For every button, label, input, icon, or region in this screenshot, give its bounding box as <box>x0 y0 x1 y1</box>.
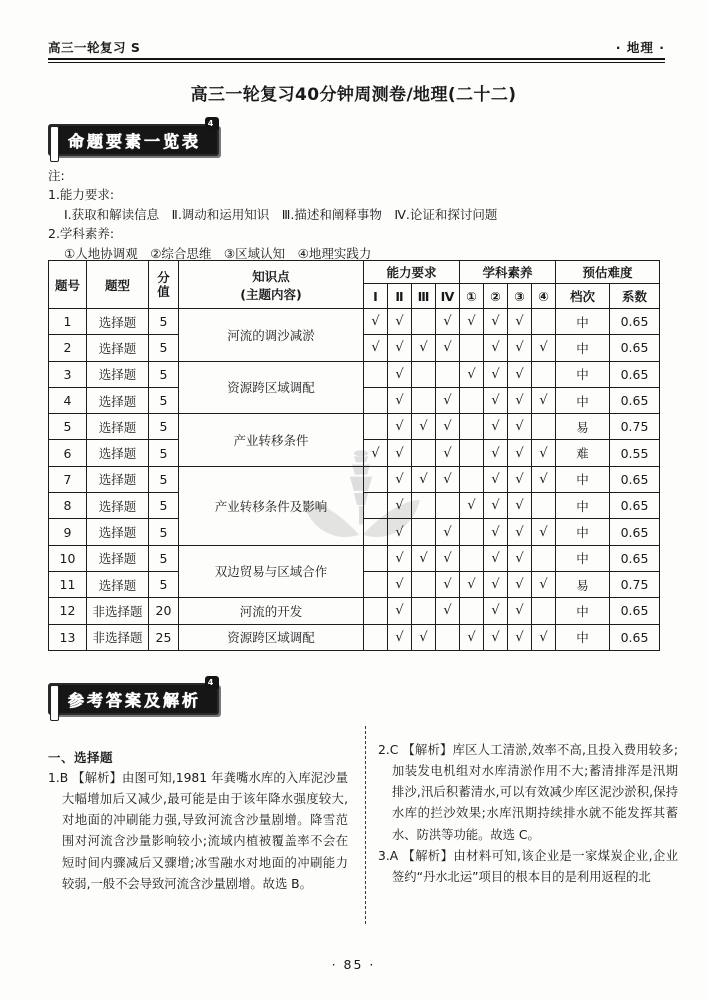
cell-ability-4: √ <box>436 571 460 597</box>
cell-literacy-1: √ <box>460 493 484 519</box>
th-knowledge <box>179 261 364 309</box>
cell-coefficient: 0.75 <box>610 571 660 597</box>
cell-literacy-2: √ <box>484 309 508 335</box>
cell-knowledge-point: 河流的调沙减淤 <box>179 309 364 362</box>
cell-literacy-4: √ <box>532 440 556 466</box>
th-grade: 档次 <box>556 284 610 309</box>
cell-ability-2: √ <box>388 440 412 466</box>
th-ability-1: Ⅰ <box>364 284 388 309</box>
cell-question-type: 非选择题 <box>87 624 149 650</box>
header-rule <box>48 58 665 63</box>
cell-question-type: 选择题 <box>87 493 149 519</box>
cell-knowledge-point: 河流的开发 <box>179 598 364 624</box>
cell-literacy-2: √ <box>484 440 508 466</box>
cell-ability-1 <box>364 545 388 571</box>
cell-ability-1 <box>364 493 388 519</box>
banner-corner-mark-2: 4 <box>205 676 219 689</box>
cell-question-no: 8 <box>49 493 87 519</box>
th-literacy-2: ② <box>484 284 508 309</box>
table-row <box>49 361 660 387</box>
cell-ability-4: √ <box>436 545 460 571</box>
running-head-right: · 地理 · <box>615 40 665 55</box>
cell-literacy-2: √ <box>484 414 508 440</box>
cell-literacy-2: √ <box>484 466 508 492</box>
cell-ability-3 <box>412 493 436 519</box>
cell-question-type: 选择题 <box>87 309 149 335</box>
cell-ability-1: √ <box>364 440 388 466</box>
notes-line2-title: 2.学科素养: <box>48 226 115 242</box>
th-knowledge-sub: (主题内容) <box>240 286 302 302</box>
cell-literacy-4 <box>532 598 556 624</box>
cell-grade: 中 <box>556 519 610 545</box>
cell-literacy-3: √ <box>508 361 532 387</box>
cell-coefficient: 0.65 <box>610 309 660 335</box>
th-ability-3: Ⅲ <box>412 284 436 309</box>
cell-ability-4: √ <box>436 335 460 361</box>
cell-score: 5 <box>149 493 179 519</box>
cell-ability-2: √ <box>388 414 412 440</box>
cell-literacy-3: √ <box>508 545 532 571</box>
th-literacy-group: 学科素养 <box>460 261 556 284</box>
cell-question-no: 3 <box>49 361 87 387</box>
cell-coefficient: 0.75 <box>610 414 660 440</box>
cell-literacy-2: √ <box>484 493 508 519</box>
elements-table <box>48 260 660 651</box>
cell-coefficient: 0.65 <box>610 545 660 571</box>
cell-coefficient: 0.65 <box>610 466 660 492</box>
cell-literacy-4: √ <box>532 519 556 545</box>
cell-score: 5 <box>149 414 179 440</box>
cell-ability-3: √ <box>412 624 436 650</box>
cell-ability-4 <box>436 624 460 650</box>
cell-ability-1: √ <box>364 335 388 361</box>
cell-score: 20 <box>149 598 179 624</box>
banner-label-2: 参考答案及解析 <box>68 690 202 710</box>
cell-ability-3 <box>412 309 436 335</box>
table-head <box>49 261 660 309</box>
notes-line1-title: 1.能力要求: <box>48 187 115 203</box>
cell-ability-1: √ <box>364 309 388 335</box>
table-row <box>49 309 660 335</box>
cell-literacy-3: √ <box>508 493 532 519</box>
cell-ability-4: √ <box>436 519 460 545</box>
cell-ability-4: √ <box>436 414 460 440</box>
cell-ability-3: √ <box>412 466 436 492</box>
cell-literacy-4: √ <box>532 335 556 361</box>
cell-question-type: 选择题 <box>87 361 149 387</box>
cell-literacy-1 <box>460 466 484 492</box>
cell-ability-2: √ <box>388 519 412 545</box>
cell-grade: 中 <box>556 624 610 650</box>
th-literacy-3: ③ <box>508 284 532 309</box>
cell-ability-3: √ <box>412 414 436 440</box>
column-divider <box>365 726 366 924</box>
cell-literacy-1 <box>460 519 484 545</box>
cell-grade: 难 <box>556 440 610 466</box>
cell-ability-4: √ <box>436 309 460 335</box>
table-row <box>49 545 660 571</box>
cell-ability-2: √ <box>388 545 412 571</box>
cell-ability-1 <box>364 387 388 413</box>
cell-question-no: 11 <box>49 571 87 597</box>
answers-section-title: 一、选择题 <box>48 750 114 765</box>
table-row <box>49 414 660 440</box>
table-row <box>49 624 660 650</box>
th-literacy-1: ① <box>460 284 484 309</box>
cell-question-no: 7 <box>49 466 87 492</box>
cell-ability-3: √ <box>412 335 436 361</box>
cell-question-no: 4 <box>49 387 87 413</box>
cell-ability-2: √ <box>388 387 412 413</box>
cell-grade: 中 <box>556 545 610 571</box>
th-knowledge-main: 知识点 <box>252 268 290 284</box>
cell-question-type: 非选择题 <box>87 598 149 624</box>
answer-paragraph: 3.A 【解析】由材料可知,该企业是一家煤炭企业,企业签约“丹水北运”项目的根本目的是利用返程的北 <box>378 848 678 884</box>
th-type: 题型 <box>87 261 149 309</box>
cell-ability-1 <box>364 519 388 545</box>
th-ability-2: Ⅱ <box>388 284 412 309</box>
th-ability-group: 能力要求 <box>364 261 460 284</box>
cell-score: 5 <box>149 545 179 571</box>
cell-ability-2: √ <box>388 624 412 650</box>
cell-grade: 中 <box>556 493 610 519</box>
answers-right-column <box>378 740 678 888</box>
notes-block <box>48 166 665 263</box>
cell-literacy-1 <box>460 335 484 361</box>
cell-ability-1 <box>364 624 388 650</box>
cell-score: 5 <box>149 466 179 492</box>
th-score: 分 值 <box>149 261 179 309</box>
cell-literacy-1 <box>460 545 484 571</box>
cell-ability-4: √ <box>436 598 460 624</box>
cell-grade: 中 <box>556 309 610 335</box>
cell-literacy-3: √ <box>508 309 532 335</box>
cell-ability-1 <box>364 466 388 492</box>
cell-ability-2: √ <box>388 466 412 492</box>
cell-literacy-4 <box>532 545 556 571</box>
cell-question-type: 选择题 <box>87 466 149 492</box>
cell-literacy-1: √ <box>460 571 484 597</box>
cell-grade: 易 <box>556 414 610 440</box>
cell-literacy-2: √ <box>484 571 508 597</box>
notes-label: 注: <box>48 168 65 183</box>
cell-literacy-1 <box>460 598 484 624</box>
cell-coefficient: 0.65 <box>610 493 660 519</box>
cell-coefficient: 0.65 <box>610 598 660 624</box>
cell-ability-4: √ <box>436 387 460 413</box>
answers-left-column <box>48 768 348 895</box>
cell-ability-4: √ <box>436 440 460 466</box>
notes-line2-items: ①人地协调观 ②综合思维 ③区域认知 ④地理实践力 <box>64 245 372 261</box>
th-literacy-4: ④ <box>532 284 556 309</box>
banner-pin-icon <box>50 126 59 162</box>
cell-grade: 中 <box>556 335 610 361</box>
cell-question-type: 选择题 <box>87 414 149 440</box>
cell-literacy-2: √ <box>484 387 508 413</box>
cell-literacy-3: √ <box>508 387 532 413</box>
cell-literacy-4 <box>532 361 556 387</box>
cell-literacy-2: √ <box>484 519 508 545</box>
th-no: 题号 <box>49 261 87 309</box>
cell-literacy-2: √ <box>484 335 508 361</box>
cell-literacy-4: √ <box>532 571 556 597</box>
table-row <box>49 466 660 492</box>
cell-literacy-3: √ <box>508 414 532 440</box>
elements-table-banner <box>48 119 219 156</box>
th-difficulty-group: 预估难度 <box>556 261 660 284</box>
cell-literacy-1 <box>460 440 484 466</box>
cell-literacy-1: √ <box>460 624 484 650</box>
cell-grade: 中 <box>556 598 610 624</box>
cell-literacy-3: √ <box>508 571 532 597</box>
cell-ability-3 <box>412 571 436 597</box>
cell-question-no: 6 <box>49 440 87 466</box>
cell-ability-3 <box>412 440 436 466</box>
cell-question-no: 10 <box>49 545 87 571</box>
cell-ability-1 <box>364 598 388 624</box>
cell-score: 5 <box>149 571 179 597</box>
cell-grade: 中 <box>556 387 610 413</box>
cell-literacy-4: √ <box>532 387 556 413</box>
cell-literacy-4: √ <box>532 466 556 492</box>
cell-score: 5 <box>149 309 179 335</box>
cell-coefficient: 0.65 <box>610 335 660 361</box>
cell-question-type: 选择题 <box>87 387 149 413</box>
cell-coefficient: 0.65 <box>610 519 660 545</box>
cell-ability-2: √ <box>388 335 412 361</box>
cell-score: 25 <box>149 624 179 650</box>
cell-ability-2: √ <box>388 598 412 624</box>
cell-literacy-1 <box>460 414 484 440</box>
cell-question-no: 1 <box>49 309 87 335</box>
running-head-left: 高三一轮复习 S <box>48 40 141 55</box>
cell-ability-3: √ <box>412 545 436 571</box>
cell-ability-3 <box>412 387 436 413</box>
answer-paragraph: 2.C 【解析】库区人工清淤,效率不高,且投入费用较多;加装发电机组对水库清淤作用不大;蓄清排浑是汛期排沙,汛后积蓄清水,可以有效减少库区泥沙淤积,保持水库的拦沙效果;水库汛期持续排水就不能发挥其蓄水、防洪等功能。故选 C。 <box>378 743 678 842</box>
cell-coefficient: 0.65 <box>610 361 660 387</box>
banner-label: 命题要素一览表 <box>68 131 202 151</box>
th-coefficient: 系数 <box>610 284 660 309</box>
cell-knowledge-point: 产业转移条件及影响 <box>179 466 364 545</box>
cell-literacy-3: √ <box>508 335 532 361</box>
cell-literacy-2: √ <box>484 598 508 624</box>
table-header-row-1 <box>49 261 660 284</box>
cell-literacy-2: √ <box>484 545 508 571</box>
cell-ability-1 <box>364 414 388 440</box>
table-body <box>49 309 660 651</box>
cell-literacy-2: √ <box>484 361 508 387</box>
cell-literacy-4: √ <box>532 624 556 650</box>
cell-score: 5 <box>149 335 179 361</box>
cell-ability-3 <box>412 519 436 545</box>
cell-literacy-3: √ <box>508 624 532 650</box>
page-title: 高三一轮复习40分钟周测卷/地理(二十二) <box>190 85 517 105</box>
cell-knowledge-point: 双边贸易与区域合作 <box>179 545 364 598</box>
cell-ability-1 <box>364 571 388 597</box>
cell-literacy-4 <box>532 414 556 440</box>
table-row <box>49 598 660 624</box>
cell-literacy-2: √ <box>484 624 508 650</box>
cell-literacy-1 <box>460 387 484 413</box>
cell-score: 5 <box>149 361 179 387</box>
cell-knowledge-point: 资源跨区域调配 <box>179 361 364 414</box>
cell-coefficient: 0.65 <box>610 387 660 413</box>
th-ability-4: Ⅳ <box>436 284 460 309</box>
cell-question-no: 5 <box>49 414 87 440</box>
cell-ability-2: √ <box>388 493 412 519</box>
cell-ability-4 <box>436 493 460 519</box>
banner-pin-icon-2 <box>50 685 59 721</box>
cell-question-no: 13 <box>49 624 87 650</box>
cell-question-type: 选择题 <box>87 545 149 571</box>
cell-grade: 易 <box>556 571 610 597</box>
cell-literacy-3: √ <box>508 598 532 624</box>
cell-question-type: 选择题 <box>87 440 149 466</box>
cell-coefficient: 0.55 <box>610 440 660 466</box>
cell-question-no: 12 <box>49 598 87 624</box>
cell-literacy-3: √ <box>508 519 532 545</box>
cell-question-no: 9 <box>49 519 87 545</box>
answers-banner <box>48 678 219 715</box>
cell-question-type: 选择题 <box>87 571 149 597</box>
cell-knowledge-point: 资源跨区域调配 <box>179 624 364 650</box>
cell-literacy-3: √ <box>508 440 532 466</box>
banner-corner-mark: 4 <box>205 117 219 130</box>
cell-ability-3 <box>412 361 436 387</box>
cell-score: 5 <box>149 519 179 545</box>
cell-ability-4: √ <box>436 466 460 492</box>
cell-score: 5 <box>149 387 179 413</box>
cell-score: 5 <box>149 440 179 466</box>
cell-ability-3 <box>412 598 436 624</box>
cell-literacy-4 <box>532 493 556 519</box>
cell-question-type: 选择题 <box>87 335 149 361</box>
cell-knowledge-point: 产业转移条件 <box>179 414 364 467</box>
answer-paragraph: 1.B 【解析】由图可知,1981 年龚嘴水库的入库泥沙量大幅增加后又减少,最可能是由于该年降水强度较大,对地面的冲刷能力强,导致河流含沙量剧增。降雪范围对河流含沙量影响较小;流域内植被覆盖率不会在短时间内骤减后又骤增;冰雪融水对地面的冲刷能力较弱,一般不会导致河流含沙量剧增。故选 B。 <box>48 771 348 891</box>
cell-ability-2: √ <box>388 309 412 335</box>
cell-ability-2: √ <box>388 571 412 597</box>
cell-grade: 中 <box>556 466 610 492</box>
notes-line1-items: Ⅰ.获取和解读信息 Ⅱ.调动和运用知识 Ⅲ.描述和阐释事物 Ⅳ.论证和探讨问题 <box>64 206 498 222</box>
cell-question-no: 2 <box>49 335 87 361</box>
cell-literacy-3: √ <box>508 466 532 492</box>
cell-literacy-4 <box>532 309 556 335</box>
cell-ability-2: √ <box>388 361 412 387</box>
cell-grade: 中 <box>556 361 610 387</box>
cell-ability-1 <box>364 361 388 387</box>
cell-literacy-1: √ <box>460 309 484 335</box>
cell-question-type: 选择题 <box>87 519 149 545</box>
cell-literacy-1: √ <box>460 361 484 387</box>
page-number: · 85 · <box>331 957 376 972</box>
running-head <box>48 38 665 56</box>
cell-ability-4 <box>436 361 460 387</box>
cell-coefficient: 0.65 <box>610 624 660 650</box>
